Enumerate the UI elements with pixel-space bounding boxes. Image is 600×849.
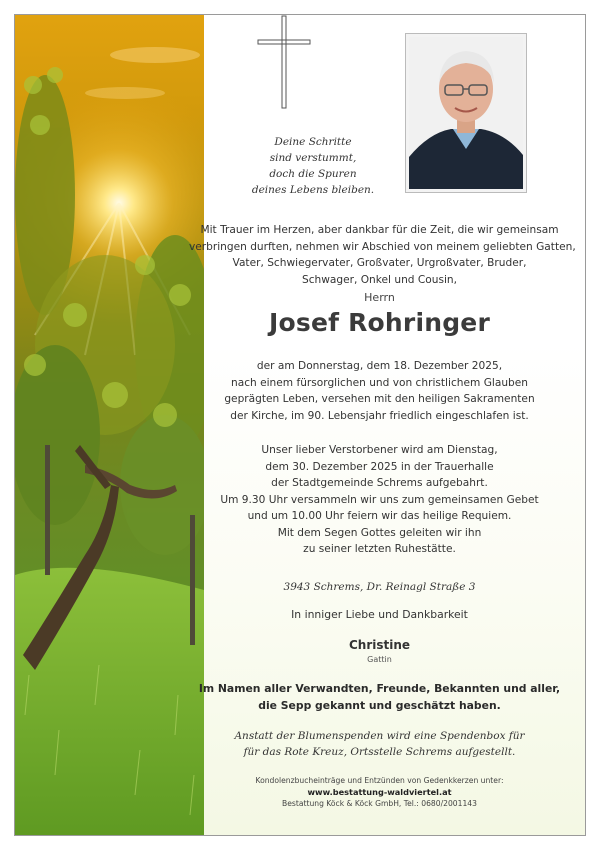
relatives-paragraph: Im Namen aller Verwandten, Freunde, Bekannten und aller, die Sepp gekannt und geschätzt haben. xyxy=(198,682,561,712)
funeral-paragraph: Unser lieber Verstorbener wird am Dienstag, dem 30. Dezember 2025 in der Trauerhalle der Stadtgemeinde Schrems aufgebahrt. Um 9.30 Uhr versammeln wir uns zum gemeinsamen Gebet und um 10.00 Uhr feiern wir das heilige Requiem. Mit dem Segen Gottes geleiten wir ihn zu seiner letzten Ruhestätte. xyxy=(220,444,539,555)
footer-website-link[interactable]: www.bestattung-waldviertel.at xyxy=(307,787,452,797)
cross-icon xyxy=(256,14,312,110)
footer-condolence-text: Kondolenzbucheinträge und Entzünden von Gedenkkerzen unter: xyxy=(255,776,504,785)
portrait-photo xyxy=(405,33,527,193)
vineyard-sunset-image xyxy=(15,15,204,835)
footer-company-info: Bestattung Köck & Köck GmbH, Tel.: 0680/2001143 xyxy=(282,799,477,808)
intro-paragraph: Mit Trauer im Herzen, aber dankbar für die Zeit, die wir gemeinsam verbringen durften, nehmen wir Abschied von meinem geliebten Gatten, Vater, Schwiegervater, Großvater, Urgroßvater, Bruder, Schwager, Onkel und Cousin, xyxy=(189,224,576,286)
signatory-relation: Gattin xyxy=(367,655,392,664)
death-notice-paragraph: der am Donnerstag, dem 18. Dezember 2025, nach einem fürsorglichen und von christlichem Glauben geprägten Leben, versehen mit den heiligen Sakramenten der Kirche, im 90. Lebensjahr friedlich eingeschlafen ist. xyxy=(224,360,535,422)
memorial-poem: Deine Schritte sind verstummt, doch die Spuren deines Lebens bleiben. xyxy=(251,136,375,196)
family-address: 3943 Schrems, Dr. Reinagl Straße 3 xyxy=(283,581,476,593)
signatory-name: Christine xyxy=(348,638,411,652)
salutation: Herrn xyxy=(364,291,395,304)
deceased-name: Josef Rohringer xyxy=(269,308,490,337)
closing-line: In inniger Liebe und Dankbarkeit xyxy=(291,608,468,621)
donation-paragraph: Anstatt der Blumenspenden wird eine Spendenbox für für das Rote Kreuz, Ortsstelle Schrems aufgestellt. xyxy=(234,730,525,758)
